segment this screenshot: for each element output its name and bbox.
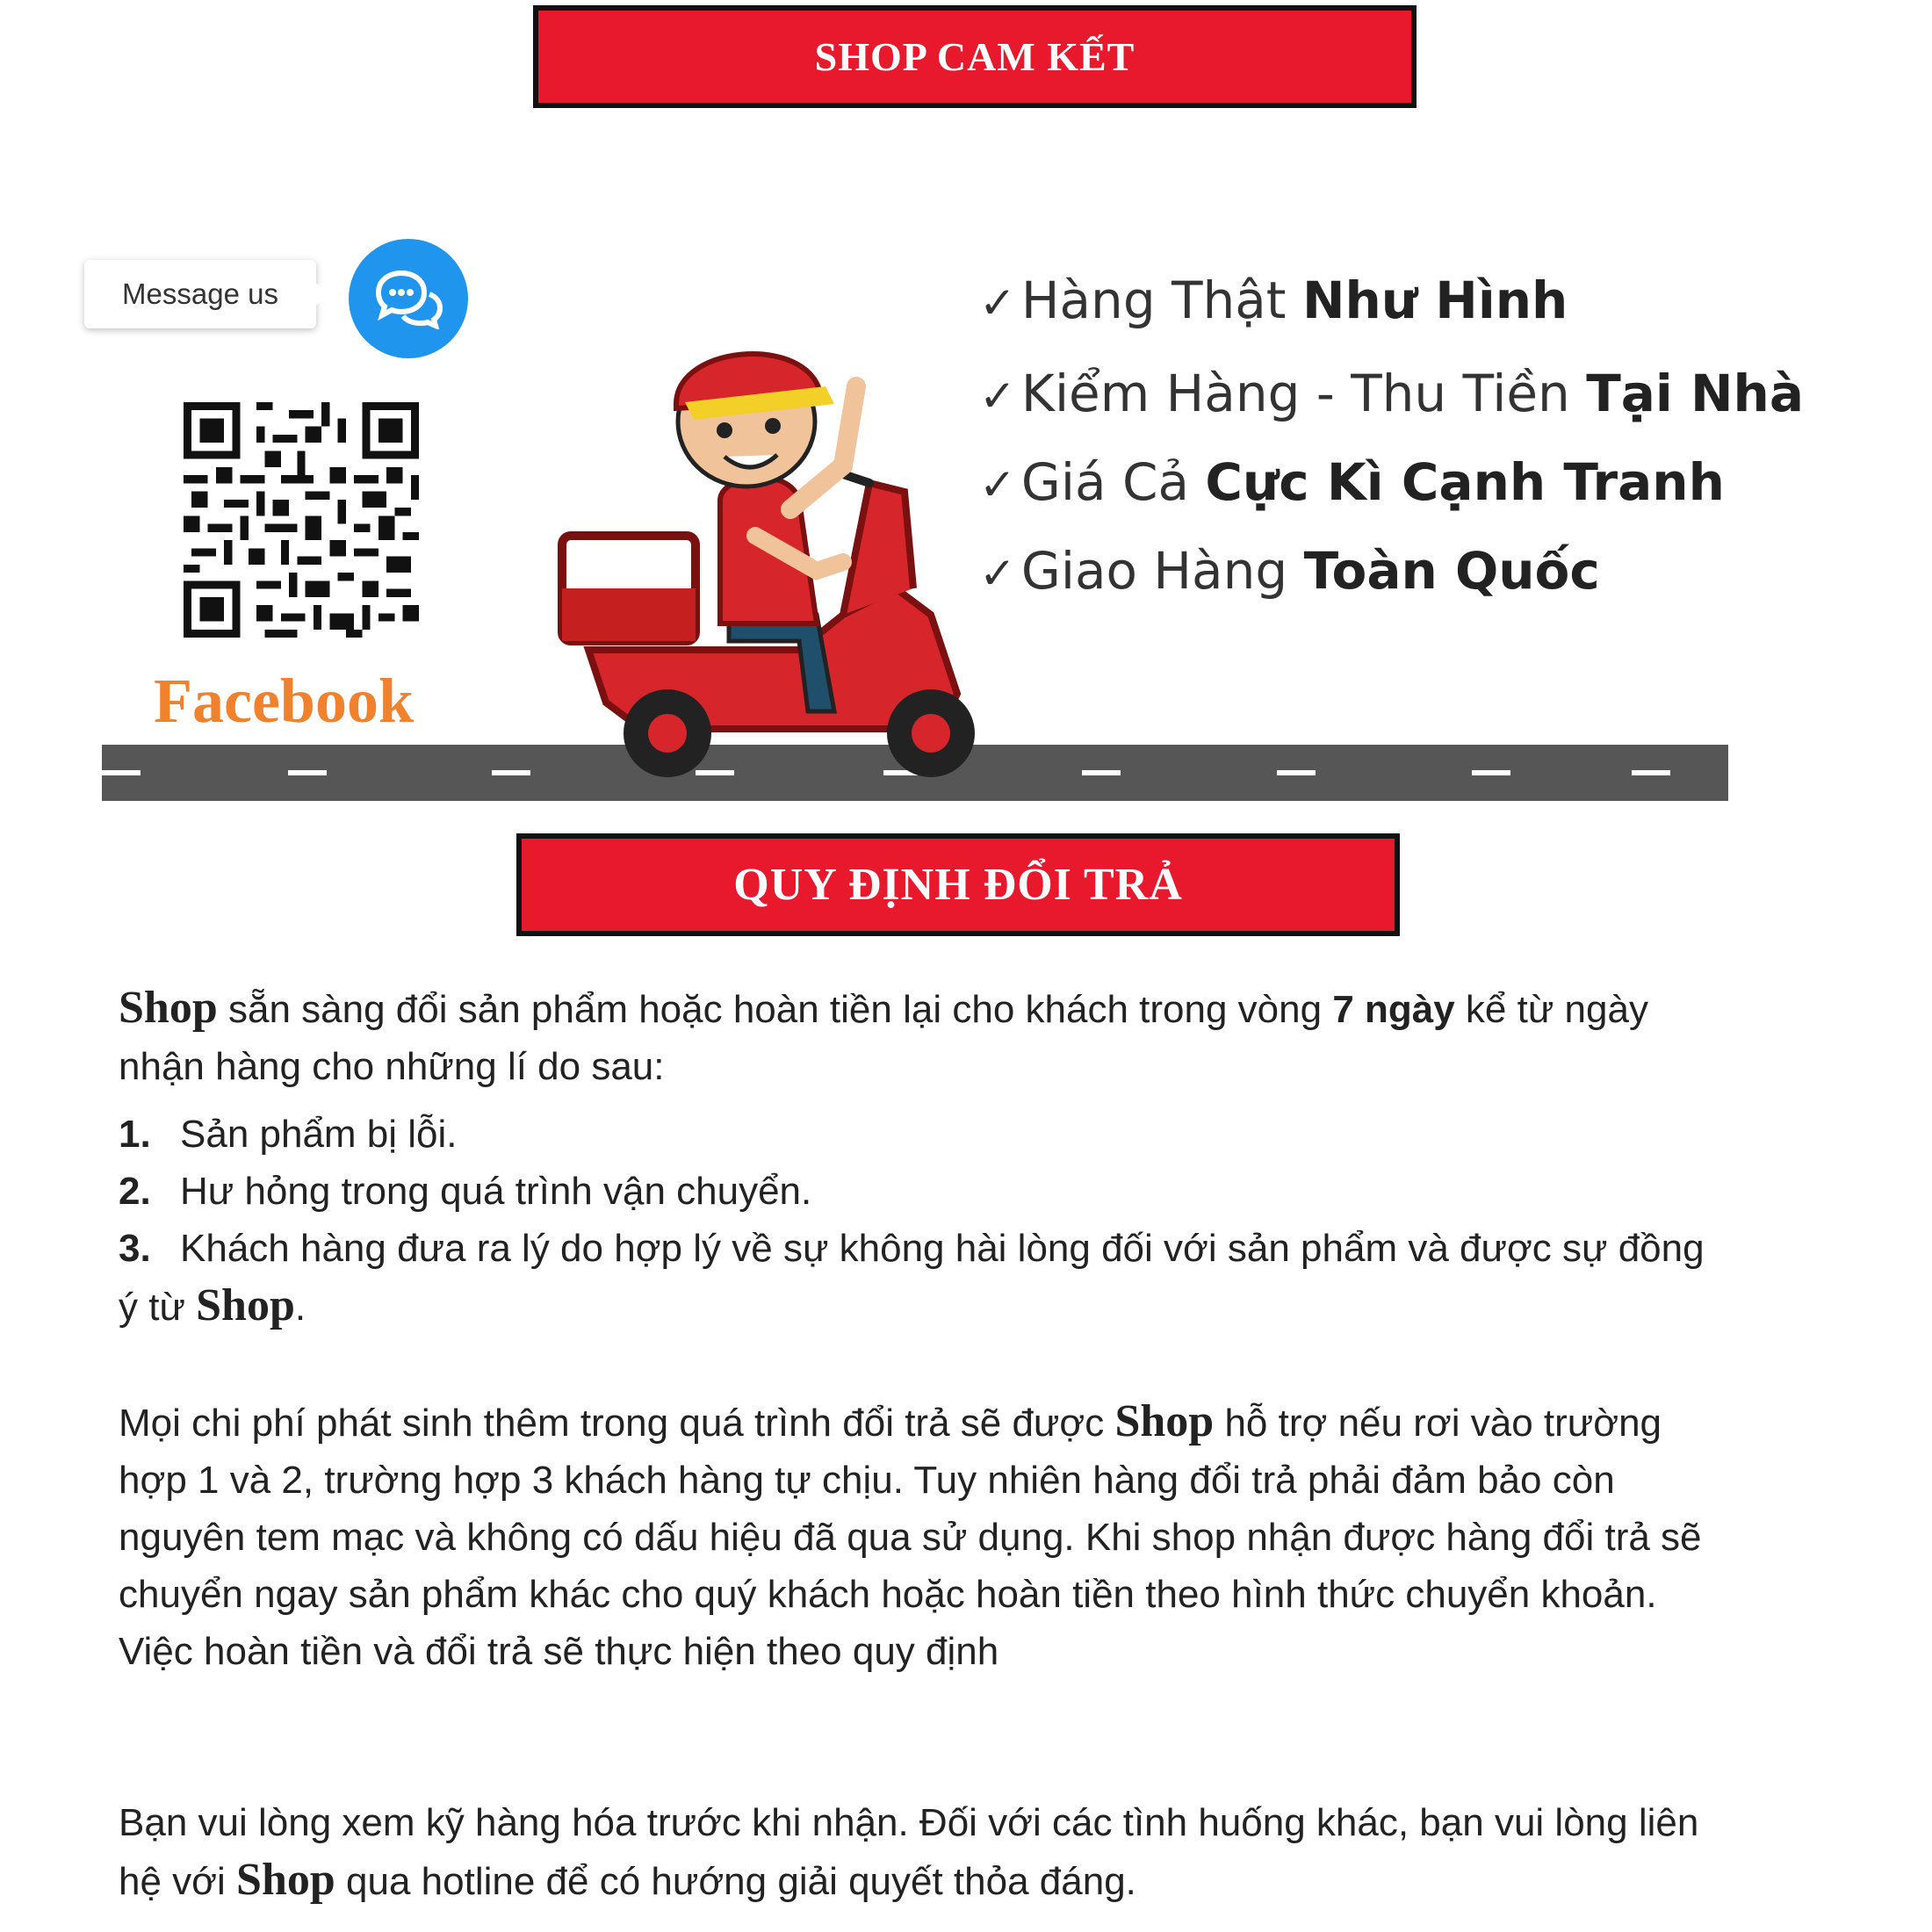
checkmark-icon: ✓: [979, 548, 1016, 599]
policy-contact: Bạn vui lòng xem kỹ hàng hóa trước khi nhận. Đối với các tình huống khác, bạn vui lòng liên hệ với Shop qua hotline để có hướng giải quyết thỏa đáng.: [119, 1801, 1699, 1905]
policy-intro: Shop sẵn sàng đổi sản phẩm hoặc hoàn tiền lại cho khách trong vòng 7 ngày kể từ ngày nhận hàng cho những lí do sau:: [119, 983, 1648, 1088]
messenger-button[interactable]: [349, 239, 468, 358]
banner-title: QUY ĐỊNH ĐỔI TRẢ: [733, 860, 1183, 910]
banner-shop-commitment: [533, 5, 1417, 108]
checkmark-icon: ✓: [979, 459, 1016, 510]
message-us-bubble[interactable]: [84, 260, 316, 328]
commitment-item: ✓ Kiểm Hàng - Thu Tiền Tại Nhà: [979, 364, 1804, 423]
commitment-item: ✓ Giao Hàng Toàn Quốc: [979, 541, 1600, 601]
reason-list: [119, 1106, 1712, 1336]
qr-code: [184, 402, 419, 642]
commitment-item: ✓ Giá Cả Cực Kì Cạnh Tranh: [979, 452, 1725, 512]
banner-title: SHOP CAM KẾT: [814, 34, 1135, 79]
list-item: 3. Khách hàng đưa ra lý do hợp lý về sự không hài lòng đối với sản phẩm và được sự đồng ý từ Shop.: [119, 1227, 1705, 1330]
message-us-label: Message us: [122, 278, 278, 310]
checkmark-icon: ✓: [979, 371, 1016, 422]
commitment-item: ✓ Hàng Thật Như Hình: [979, 270, 1568, 330]
checkmark-icon: ✓: [979, 278, 1016, 328]
messenger-chat-icon: [371, 268, 445, 329]
facebook-label: Facebook: [154, 666, 414, 736]
banner-return-policy: [516, 833, 1400, 936]
policy-costs: Mọi chi phí phát sinh thêm trong quá trình đổi trả sẽ được Shop hỗ trợ nếu rơi vào trường hợp 1 và 2, trường hợp 3 khách hàng tự chịu. Tuy nhiên hàng đổi trả phải đảm bảo còn nguyên tem mạc và không có dấu hiệu đã qua sử dụng. Khi shop nhận được hàng đổi trả sẽ chuyển ngay sản phẩm khác cho quý khách hoặc hoàn tiền theo hình thức chuyển khoản. Việc hoàn tiền và đổi trả sẽ thực hiện theo quy định: [119, 1396, 1702, 1673]
list-item: 2. Hư hỏng trong quá trình vận chuyển.: [119, 1170, 812, 1213]
return-policy-text: [119, 979, 1712, 1910]
delivery-scooter-illustration: [553, 325, 1010, 790]
list-item: 1. Sản phẩm bị lỗi.: [119, 1113, 458, 1156]
